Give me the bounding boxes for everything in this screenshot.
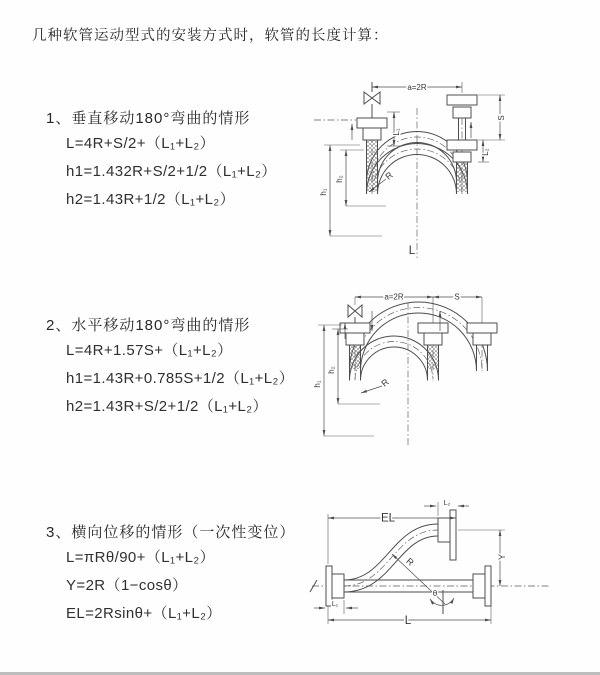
dim-l2-label: L₂ bbox=[443, 500, 451, 507]
dim-h1-label: h₁ bbox=[313, 380, 322, 388]
braided-hose-section bbox=[428, 345, 439, 369]
radius-label: R bbox=[379, 376, 391, 389]
formula-l: L=4R+1.57S+（L₁+L₂） bbox=[66, 342, 233, 359]
valve-icon bbox=[364, 92, 380, 104]
flange-neck bbox=[346, 333, 364, 345]
dimensions bbox=[314, 500, 507, 627]
dim-l1-label: L₁ bbox=[331, 601, 339, 608]
flange-lower bbox=[447, 140, 477, 150]
dim-y-label: Y bbox=[497, 553, 507, 561]
flange-plate-upper bbox=[450, 510, 456, 560]
dim-l-label: L bbox=[408, 245, 416, 257]
diagram-lateral-displacement bbox=[308, 496, 568, 648]
dim-l-label: L bbox=[404, 615, 412, 627]
flange bbox=[467, 323, 497, 333]
flange bbox=[357, 118, 387, 128]
flange bbox=[340, 323, 370, 333]
section-3-heading: 3、横向位移的情形（一次性变位） bbox=[46, 524, 296, 541]
flange-hub bbox=[332, 574, 344, 598]
formula-h2: h2=1.43R+1/2（L₁+L₂） bbox=[66, 191, 236, 208]
radius-label: R bbox=[383, 169, 395, 182]
flange-plate bbox=[485, 566, 491, 606]
hose-bend-arcs bbox=[350, 302, 488, 381]
dim-l1-label: L₁ bbox=[392, 128, 401, 136]
dim-el-label: EL bbox=[380, 512, 396, 525]
formula-h2: h2=1.43R+S/2+1/2（L₁+L₂） bbox=[66, 398, 268, 415]
valve-icon bbox=[348, 305, 362, 317]
dim-s-label: S bbox=[454, 292, 460, 302]
middle-leg bbox=[418, 323, 448, 381]
braided-hose-section bbox=[350, 345, 361, 369]
braided-hose-section bbox=[457, 162, 468, 192]
flange-plate bbox=[326, 566, 332, 606]
section-horizontal-movement bbox=[46, 314, 294, 421]
flange-neck-upper bbox=[453, 107, 471, 118]
dimensions bbox=[319, 82, 506, 257]
right-leg bbox=[447, 95, 477, 194]
centerlines bbox=[310, 530, 550, 592]
formula-l: L=4R+S/2+（L₁+L₂） bbox=[66, 135, 216, 152]
flange-hub bbox=[473, 574, 485, 598]
dim-s-label: S bbox=[497, 115, 506, 121]
flange bbox=[418, 323, 448, 333]
radius-label: R bbox=[404, 555, 416, 568]
flange-hub-upper bbox=[438, 518, 450, 542]
braided-hose-section bbox=[367, 140, 378, 192]
formula-h1: h1=1.432R+S/2+1/2（L₁+L₂） bbox=[66, 163, 277, 180]
left-leg bbox=[357, 82, 387, 194]
flange-neck bbox=[363, 128, 381, 140]
angle-theta-label: θ bbox=[432, 589, 438, 598]
dim-l2-label: L₂ bbox=[481, 148, 490, 156]
dim-h2-label: h₂ bbox=[335, 175, 344, 183]
left-flange bbox=[326, 566, 344, 606]
flange-upper bbox=[447, 95, 477, 105]
dim-h1-label: h₁ bbox=[319, 188, 328, 196]
flange-neck bbox=[424, 333, 442, 345]
section-lateral-displacement bbox=[46, 521, 295, 628]
section-vertical-movement bbox=[46, 107, 277, 214]
formula-el: EL=2Rsinθ+（L₁+L₂） bbox=[66, 605, 222, 622]
diagram-vertical-180-bend bbox=[312, 66, 557, 262]
formula-h1: h1=1.43R+0.785S+1/2（L₁+L₂） bbox=[66, 370, 295, 387]
flange-neck-lower bbox=[453, 152, 471, 162]
diagram-horizontal-180-bend bbox=[312, 283, 592, 455]
formula-y: Y=2R（1−cosθ） bbox=[66, 577, 188, 594]
formula-l: L=πRθ/90+（L₁+L₂） bbox=[66, 549, 215, 566]
dim-h2-label: h₂ bbox=[327, 366, 336, 374]
section-2-heading: 2、水平移动180°弯曲的情形 bbox=[46, 317, 251, 334]
dim-a2r-label: a=2R bbox=[407, 83, 427, 92]
angle-arc bbox=[430, 598, 454, 605]
page-title: 几种软管运动型式的安装方式时，软管的长度计算： bbox=[32, 28, 389, 44]
section-1-heading: 1、垂直移动180°弯曲的情形 bbox=[46, 110, 251, 127]
flange-neck bbox=[473, 333, 491, 345]
dim-a2r-label: a=2R bbox=[384, 292, 404, 302]
dimensions bbox=[313, 293, 482, 437]
